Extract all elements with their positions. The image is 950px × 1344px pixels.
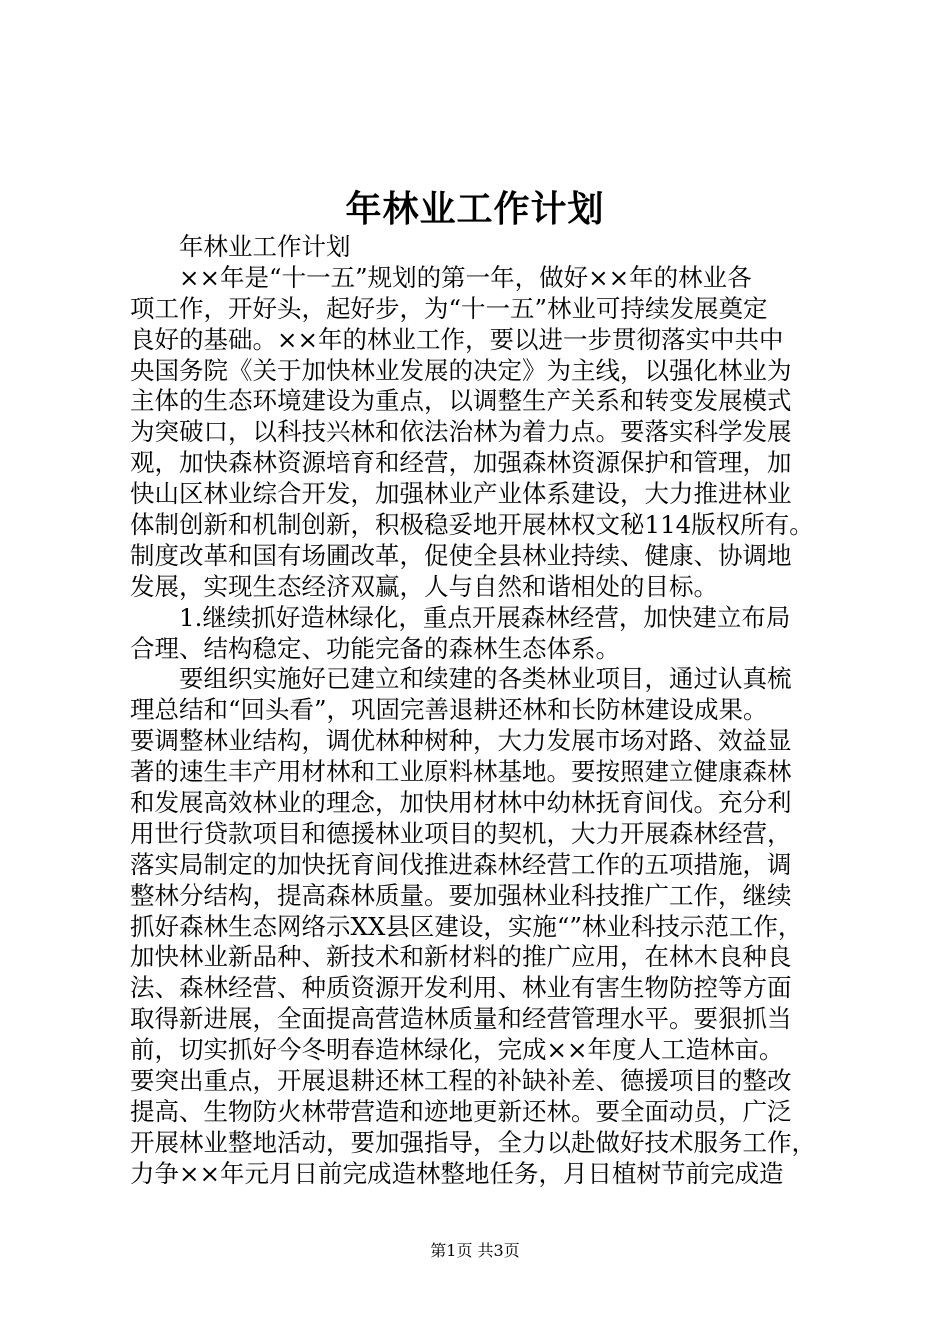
text-line: 取得新进展，全面提高营造林质量和经营管理水平。要狠抓当 bbox=[130, 1004, 792, 1034]
page-footer: 第1页 共3页 bbox=[430, 1241, 520, 1260]
text-line: 发展，实现生态经济双赢，人与自然和谐相处的目标。 bbox=[130, 571, 718, 601]
text-line: 力争××年元月日前完成造林整地任务，月日植树节前完成造 bbox=[130, 1158, 784, 1188]
text-line: 项工作，开好头，起好步，为“十一五”林业可持续发展奠定 bbox=[130, 293, 768, 323]
text-line: 1.继续抓好造林绿化，重点开展森林经营，加快建立布局 bbox=[130, 602, 791, 632]
text-line: 提高、生物防火林带营造和迹地更新还林。要全面动员，广泛 bbox=[130, 1096, 792, 1126]
document-body bbox=[130, 232, 830, 1190]
text-line: 为突破口，以科技兴林和依法治林为着力点。要落实科学发展 bbox=[130, 417, 792, 447]
text-line: 良好的基础。××年的林业工作，要以进一步贯彻落实中共中 bbox=[130, 324, 784, 354]
text-line: 央国务院《关于加快林业发展的决定》为主线，以强化林业为 bbox=[130, 355, 792, 385]
text-line: 落实局制定的加快抚育间伐推进森林经营工作的五项措施，调 bbox=[130, 849, 792, 879]
text-line: 体制创新和机制创新，积极稳妥地开展林权文秘114版权所有。 bbox=[130, 510, 814, 540]
text-line: 用世行贷款项目和德援林业项目的契机，大力开展森林经营， bbox=[130, 818, 792, 848]
text-line: 加快林业新品种、新技术和新材料的推广应用，在林木良种良 bbox=[130, 942, 792, 972]
text-line: 开展林业整地活动，要加强指导，全力以赴做好技术服务工作， bbox=[130, 1127, 816, 1157]
text-line: ××年是“十一五”规划的第一年，做好××年的林业各 bbox=[130, 262, 752, 292]
text-line: 抓好森林生态网络示XX县区建设，实施“”林业科技示范工作， bbox=[130, 911, 803, 941]
text-line: 要调整林业结构，调优林种树种，大力发展市场对路、效益显 bbox=[130, 726, 792, 756]
document-title: 年林业工作计划 bbox=[345, 188, 605, 230]
text-line: 年林业工作计划 bbox=[130, 232, 351, 261]
text-line: 快山区林业综合开发，加强林业产业体系建设，大力推进林业 bbox=[130, 479, 792, 509]
text-line: 理总结和“回头看”，巩固完善退耕还林和长防林建设成果。 bbox=[130, 695, 768, 725]
text-line: 著的速生丰产用材林和工业原料林基地。要按照建立健康森林 bbox=[130, 757, 792, 787]
text-line: 制度改革和国有场圃改革，促使全县林业持续、健康、协调地 bbox=[130, 540, 792, 570]
text-line: 前，切实抓好今冬明春造林绿化，完成××年度人工造林亩。 bbox=[130, 1035, 784, 1065]
text-line: 观，加快森林资源培育和经营，加强森林资源保护和管理，加 bbox=[130, 448, 792, 478]
text-line: 整林分结构，提高森林质量。要加强林业科技推广工作，继续 bbox=[130, 880, 792, 910]
text-line: 要组织实施好已建立和续建的各类林业项目，通过认真梳 bbox=[130, 664, 792, 694]
text-line: 主体的生态环境建设为重点，以调整生产关系和转变发展模式 bbox=[130, 386, 792, 416]
text-line: 合理、结构稳定、功能完备的森林生态体系。 bbox=[130, 633, 620, 663]
text-line: 法、森林经营、种质资源开发利用、林业有害生物防控等方面 bbox=[130, 973, 792, 1003]
text-line: 要突出重点，开展退耕还林工程的补缺补差、德援项目的整改 bbox=[130, 1066, 792, 1096]
text-line: 和发展高效林业的理念，加快用材林中幼林抚育间伐。充分利 bbox=[130, 788, 792, 818]
